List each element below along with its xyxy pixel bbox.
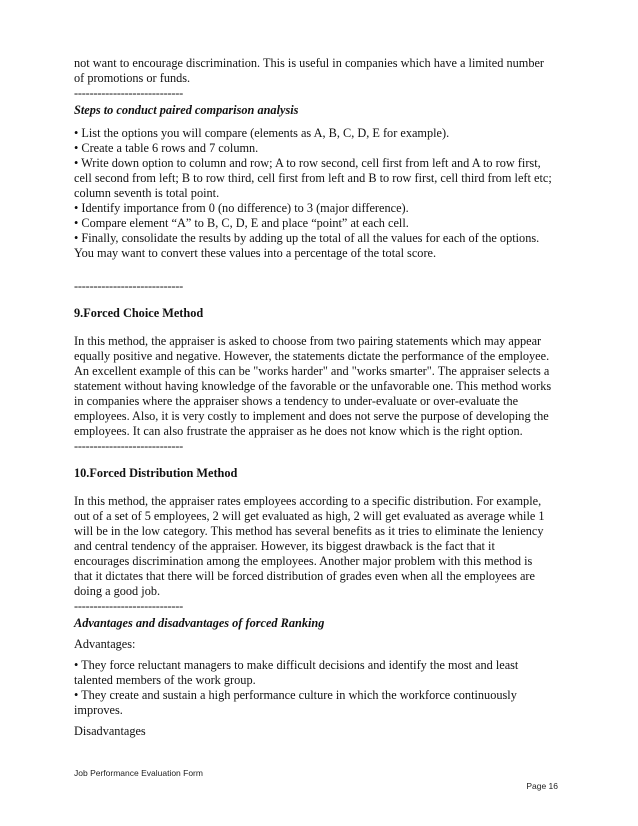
forced-distribution-line: out of a set of 5 employees, 2 will get evaluated as high, 2 will get evaluated as average while 1 xyxy=(74,509,545,523)
paired-comparison-line: • Write down option to column and row; A to row second, cell first from left and A to row first, xyxy=(74,156,541,170)
paired-comparison-line: You may want to convert these values into a percentage of the total score. xyxy=(74,246,437,260)
forced-choice-line: employees. It can also frustrate the appraiser as he does not know which is the right option. xyxy=(74,424,523,438)
advantage-line: • They create and sustain a high performance culture in which the workforce continuously xyxy=(74,688,517,702)
forced-choice-line: In this method, the appraiser is asked to choose from two pairing statements which may appear xyxy=(74,334,542,348)
intro-line: not want to encourage discrimination. This is useful in companies which have a limited number xyxy=(74,56,545,70)
advantage-line: improves. xyxy=(74,703,123,717)
forced-distribution-line: encourages discrimination among the employees. Another major problem with this method is xyxy=(74,554,533,568)
advantages-label: Advantages: xyxy=(74,637,136,651)
forced-choice-line: An excellent example of this can be "works harder" and "works smarter". The appraiser selects a xyxy=(74,364,550,378)
disadvantages-label: Disadvantages xyxy=(74,724,146,738)
footer-title: Job Performance Evaluation Form xyxy=(74,768,203,778)
forced-distribution-line: and central tendency of the appraiser. However, its biggest drawback is the fact that it xyxy=(74,539,495,553)
section-divider: ---------------------------- xyxy=(74,279,184,293)
advantage-line: talented members of the work group. xyxy=(74,673,256,687)
forced-choice-line: employees. Also, it is very costly to implement and does not serve the purpose of developing the xyxy=(74,409,549,423)
forced-distribution-line: In this method, the appraiser rates employees according to a specific distribution. For example, xyxy=(74,494,542,508)
paired-comparison-line: • Create a table 6 rows and 7 column. xyxy=(74,141,259,155)
page-number: Page 16 xyxy=(526,781,558,791)
paired-comparison-heading: Steps to conduct paired comparison analysis xyxy=(74,103,299,117)
advantage-line: • They force reluctant managers to make difficult decisions and identify the most and least xyxy=(74,658,519,672)
forced-distribution-line: will be in the low category. This method has several benefits as it tries to eliminate the leniency xyxy=(74,524,544,538)
paired-comparison-line: • List the options you will compare (elements as A, B, C, D, E for example). xyxy=(74,126,450,140)
forced-choice-heading: 9.Forced Choice Method xyxy=(74,306,204,320)
section-divider: ---------------------------- xyxy=(74,439,184,453)
paired-comparison-line: cell second from left; B to row third, cell first from left and B to row first, cell third from left etc; xyxy=(74,171,552,185)
forced-distribution-line: doing a good job. xyxy=(74,584,161,598)
forced-choice-line: in companies where the appraiser shows a tendency to under-evaluate or over-evaluate the xyxy=(74,394,519,408)
forced-choice-line: statement without having knowledge of the favorable or the unfavorable one. This method works xyxy=(74,379,552,393)
document-body xyxy=(74,56,564,739)
forced-ranking-heading: Advantages and disadvantages of forced Ranking xyxy=(74,616,325,630)
intro-line: of promotions or funds. xyxy=(74,71,191,85)
paired-comparison-line: • Finally, consolidate the results by adding up the total of all the values for each of the options. xyxy=(74,231,540,245)
paired-comparison-line: column seventh is total point. xyxy=(74,186,220,200)
paired-comparison-line: • Compare element “A” to B, C, D, E and place “point” at each cell. xyxy=(74,216,409,230)
section-divider: ---------------------------- xyxy=(74,599,184,613)
forced-distribution-line: that it dictates that there will be forced distribution of grades even when all the employees are xyxy=(74,569,535,583)
section-divider: ---------------------------- xyxy=(74,86,184,100)
forced-choice-line: equally positive and negative. However, the statements dictate the performance of the employee. xyxy=(74,349,550,363)
forced-distribution-heading: 10.Forced Distribution Method xyxy=(74,466,238,480)
paired-comparison-line: • Identify importance from 0 (no difference) to 3 (major difference). xyxy=(74,201,409,215)
